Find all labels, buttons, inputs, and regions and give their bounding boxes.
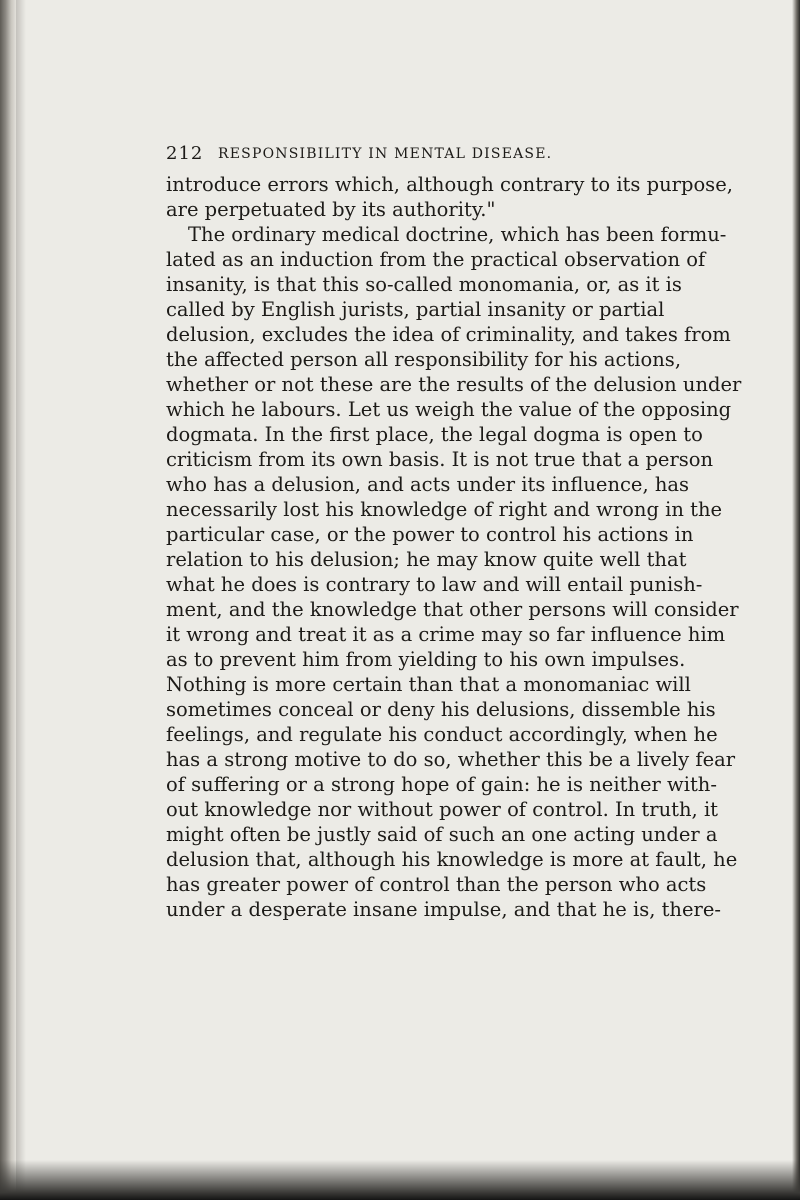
text-line: introduce errors which, although contrary to its purpose, — [166, 173, 733, 196]
text-line: as to prevent him from yielding to his own impulses. — [166, 648, 686, 671]
text-line: necessarily lost his knowledge of right and wrong in the — [166, 498, 723, 521]
gutter-shadow — [16, 0, 26, 1200]
text-line: has greater power of control than the person who acts — [166, 873, 707, 896]
text-line: sometimes conceal or deny his delusions, dissemble his — [166, 698, 716, 721]
text-line: who has a delusion, and acts under its influence, has — [166, 473, 690, 496]
text-line: under a desperate insane impulse, and that he is, there- — [166, 898, 721, 921]
book-binding-shadow — [0, 0, 16, 1200]
text-line: insanity, is that this so-called monomania, or, as it is — [166, 273, 682, 296]
text-line: ment, and the knowledge that other persons will consider — [166, 598, 739, 621]
text-line: it wrong and treat it as a crime may so far influence him — [166, 623, 726, 646]
text-line: criticism from its own basis. It is not true that a person — [166, 448, 714, 471]
text-line: Nothing is more certain than that a monomaniac will — [166, 673, 691, 696]
page-right-edge — [792, 0, 800, 1200]
text-line: particular case, or the power to control his actions in — [166, 523, 694, 546]
text-line: delusion, excludes the idea of criminality, and takes from — [166, 323, 731, 346]
text-line: feelings, and regulate his conduct accordingly, when he — [166, 723, 718, 746]
page-header — [166, 143, 646, 165]
text-line: are perpetuated by its authority." — [166, 198, 496, 221]
page-bottom-edge — [0, 1160, 800, 1200]
text-line: delusion that, although his knowledge is more at fault, he — [166, 848, 738, 871]
text-line: whether or not these are the results of the delusion under — [166, 373, 742, 396]
text-line: has a strong motive to do so, whether this be a lively fear — [166, 748, 736, 771]
text-line: lated as an induction from the practical observation of — [166, 248, 706, 271]
text-line: called by English jurists, partial insanity or partial — [166, 298, 665, 321]
text-line: The ordinary medical doctrine, which has been formu- — [188, 223, 727, 246]
text-line: out knowledge nor without power of control. In truth, it — [166, 798, 719, 821]
text-line: of suffering or a strong hope of gain: he is neither with- — [166, 773, 717, 796]
body-text — [166, 172, 742, 922]
page-number: 212 — [166, 143, 204, 164]
text-line: what he does is contrary to law and will entail punish- — [166, 573, 703, 596]
text-line: might often be justly said of such an one acting under a — [166, 823, 718, 846]
text-line: the affected person all responsibility for his actions, — [166, 348, 682, 371]
text-line: which he labours. Let us weigh the value of the opposing — [166, 398, 732, 421]
running-head: RESPONSIBILITY IN MENTAL DISEASE. — [218, 146, 553, 162]
text-line: dogmata. In the first place, the legal dogma is open to — [166, 423, 703, 446]
text-line: relation to his delusion; he may know quite well that — [166, 548, 687, 571]
